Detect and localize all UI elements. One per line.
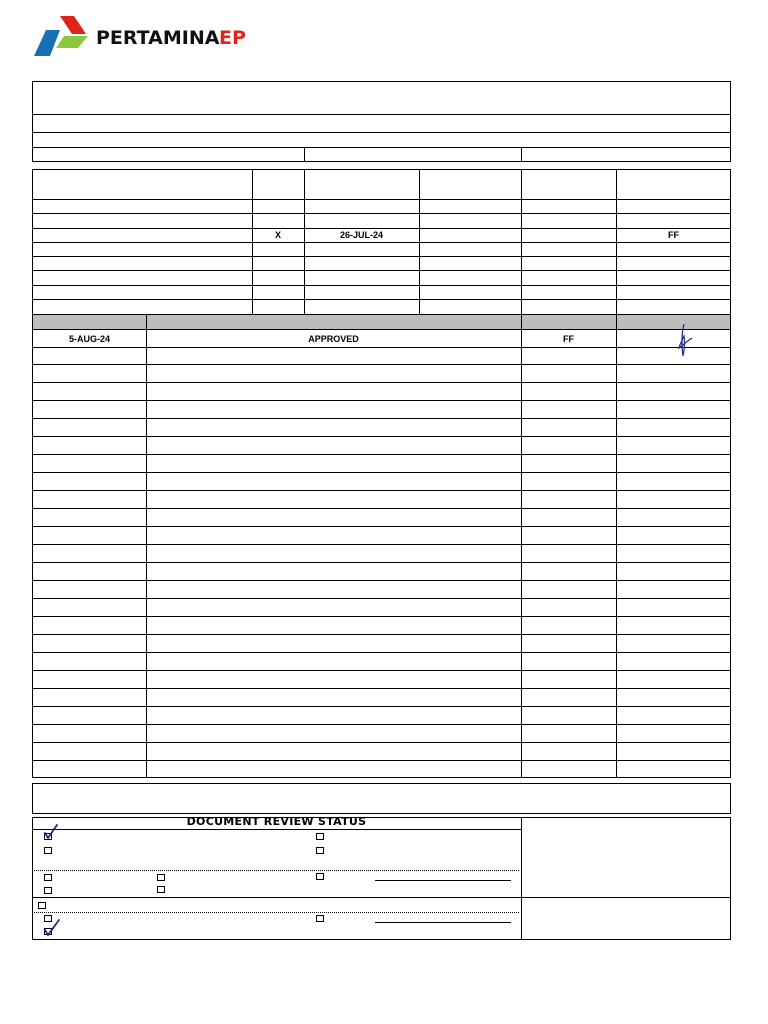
remarks-box [32,783,731,814]
row-divider [32,562,731,563]
row-divider [32,634,731,635]
dotted-separator [34,912,519,913]
row-divider [32,652,731,653]
document-header-box [32,81,731,162]
status-checkbox[interactable] [316,847,324,854]
row-divider [32,760,731,761]
status-checkbox[interactable] [44,874,52,881]
row-divider [32,299,731,300]
header-divider [32,132,731,133]
row-divider [32,670,731,671]
row-divider [32,706,731,707]
status-checkbox[interactable] [316,833,324,840]
row-divider [32,526,731,527]
row-divider [32,199,731,200]
status-checkbox[interactable] [316,873,324,880]
column-divider [616,315,617,778]
row-divider [32,490,731,491]
revision-by: FF [668,230,679,240]
status-checkbox[interactable] [316,915,324,922]
row-divider [32,829,521,830]
row-divider [32,347,731,348]
row-divider [32,256,731,257]
review-status: APPROVED [308,334,359,344]
signature-line [375,880,511,881]
signature-mark [672,322,694,360]
status-checkbox[interactable] [38,902,46,909]
row-divider [32,544,731,545]
row-divider [32,242,731,243]
document-review-status-title: DOCUMENT REVIEW STATUS [186,815,367,828]
row-divider [32,418,731,419]
column-divider [521,817,522,940]
row-divider [32,616,731,617]
row-divider [521,897,731,898]
header-divider [32,114,731,115]
status-checkbox[interactable] [44,887,52,894]
row-divider [32,270,731,271]
header-divider [521,147,522,162]
row-divider [32,454,731,455]
review-by: FF [563,334,574,344]
row-divider [32,213,731,214]
checkmark-icon [42,823,60,841]
header-divider [304,147,305,162]
row-divider [32,742,731,743]
checkmark-icon [42,918,62,938]
row-divider [32,329,731,330]
row-divider [32,724,731,725]
pertamina-logo-icon [30,14,92,58]
column-divider [146,315,147,778]
row-divider [32,508,731,509]
row-divider [32,598,731,599]
logo-suffix: EP [219,27,246,49]
revision-date: 26-JUL-24 [339,230,384,240]
status-checkbox[interactable] [157,874,165,881]
review-log-header [33,315,730,329]
row-divider [32,580,731,581]
header-divider [32,147,731,148]
column-divider [521,315,522,778]
signature-line [375,922,511,923]
row-divider [32,400,731,401]
row-divider [32,436,731,437]
revision-mark: X [274,230,281,240]
company-logo [30,14,260,58]
row-divider [32,472,731,473]
row-divider [32,688,731,689]
review-date: 5-AUG-24 [68,334,110,344]
row-divider [32,382,731,383]
revision-and-review-table [32,169,731,778]
row-divider [32,285,731,286]
dotted-separator [34,870,519,871]
row-divider [32,364,731,365]
status-checkbox[interactable] [157,886,165,893]
logo-company-name: PERTAMINA [96,27,220,49]
row-divider [32,897,521,898]
status-checkbox[interactable] [44,847,52,854]
